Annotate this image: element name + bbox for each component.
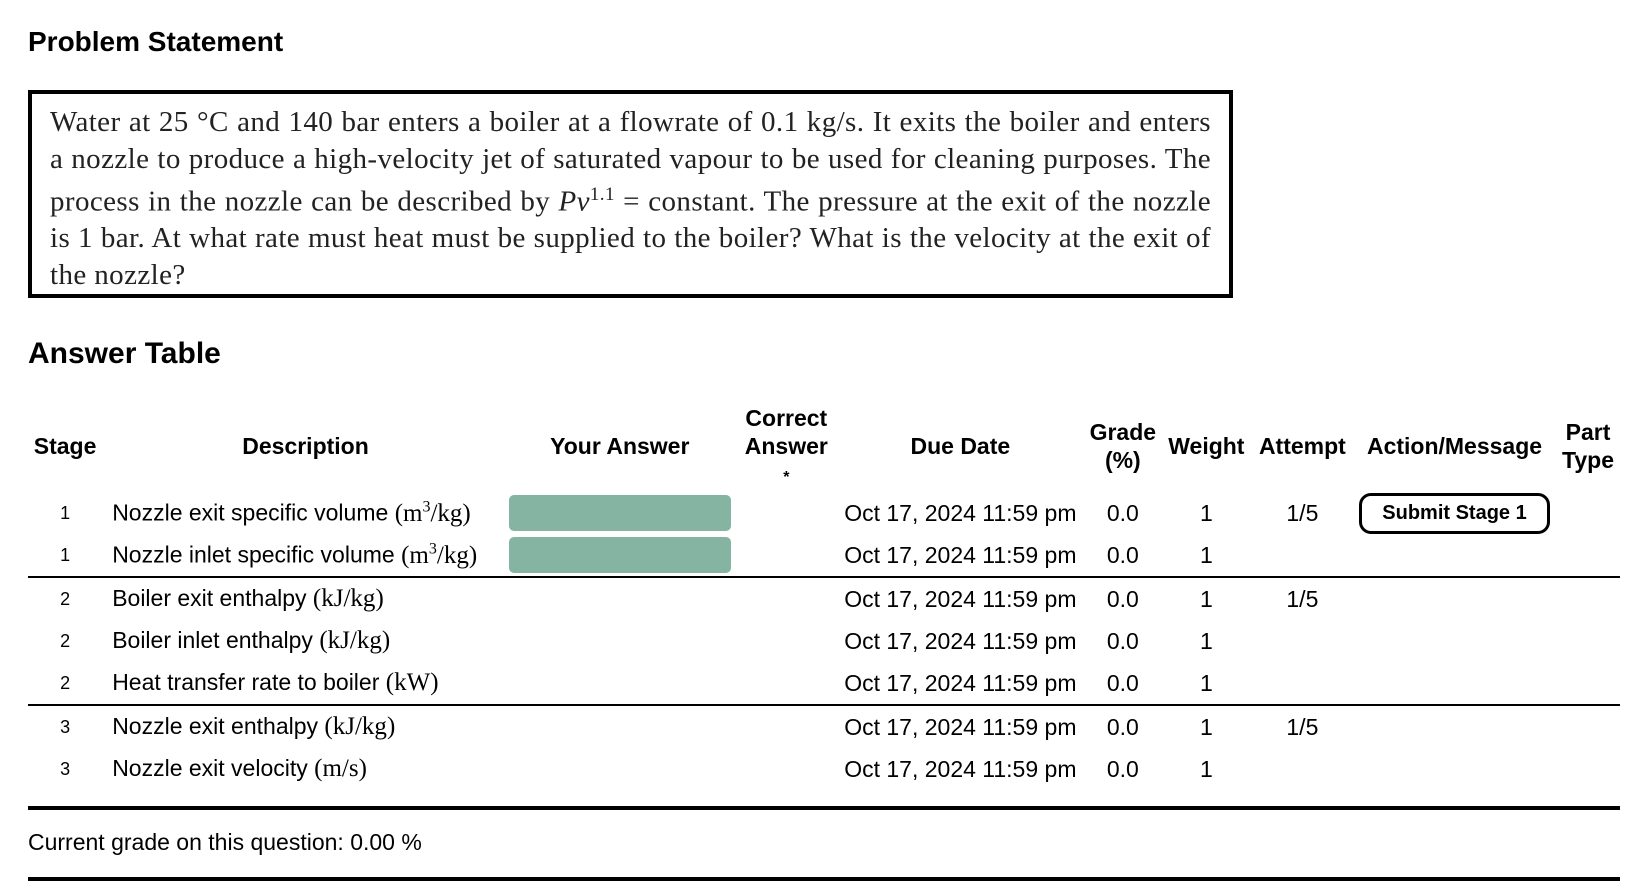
answer-table-header-row [28, 400, 1620, 492]
header-action: Action/Message [1366, 433, 1543, 459]
row-description-text: Boiler inlet enthalpy [112, 627, 320, 653]
row-description-text: Nozzle exit specific volume [112, 499, 395, 526]
row-action-cell [1353, 492, 1556, 534]
row-attempt [1252, 748, 1353, 794]
row-unit: (kW) [385, 669, 439, 696]
row-part-type [1556, 492, 1620, 534]
row-unit-base: m/s [322, 755, 359, 782]
row-weight: 1 [1161, 705, 1252, 748]
table-row [28, 620, 1620, 662]
row-stage: 1 [60, 502, 71, 523]
row-unit-tail: /kg [430, 499, 463, 527]
row-description-text: Nozzle exit velocity [112, 755, 315, 781]
header-your-answer: Your Answer [550, 433, 690, 459]
row-action-cell [1353, 662, 1556, 705]
header-part-type-line1: Part [1565, 419, 1611, 445]
row-due-date: Oct 17, 2024 11:59 pm [844, 755, 1077, 782]
row-grade: 0.0 [1106, 755, 1139, 782]
row-description-text: Nozzle inlet specific volume [112, 541, 402, 568]
header-weight: Weight [1168, 433, 1245, 459]
row-unit: $(m^3/kg)$ [394, 498, 471, 527]
row-description-text: Boiler exit enthalpy [112, 585, 313, 611]
row-correct-answer [737, 577, 836, 620]
row-unit: (kJ/kg) [319, 627, 391, 654]
row-attempt [1252, 620, 1353, 662]
row-action-cell [1353, 577, 1556, 620]
row-due-date: Oct 17, 2024 11:59 pm [844, 541, 1077, 568]
row-weight: 1 [1199, 627, 1213, 654]
row-your-answer-cell [503, 534, 737, 577]
row-weight: 1 [1199, 669, 1213, 696]
row-unit-base: kJ/kg [321, 585, 376, 612]
header-grade [1085, 400, 1161, 492]
header-grade-line2: (%) [1104, 447, 1141, 473]
row-grade: 0.0 [1106, 627, 1139, 654]
problem-math-exponent: 1.1 [589, 184, 615, 205]
row-description [102, 662, 503, 705]
row-action-cell [1353, 705, 1556, 748]
row-description [102, 577, 503, 620]
row-attempt [1252, 662, 1353, 705]
row-your-answer-cell [503, 748, 737, 794]
row-unit: (kJ/kg) [312, 585, 384, 612]
problem-text-part2: = constant. The pressure at the exit of the nozzle is 1 bar. At what rate must heat must be supplied to the boiler? What is the velocity at the exit of the nozzle? [50, 185, 1211, 291]
problem-math-base: Pv [558, 185, 590, 218]
row-your-answer-cell [503, 705, 737, 748]
row-part-type [1556, 577, 1620, 620]
row-description [102, 748, 503, 794]
row-part-type [1556, 662, 1620, 705]
row-due-date: Oct 17, 2024 11:59 pm [844, 499, 1077, 526]
row-weight: 1 [1199, 499, 1213, 526]
row-unit-sup: 3 [422, 498, 431, 516]
row-weight: 1 [1199, 755, 1213, 782]
table-row [28, 492, 1620, 534]
row-weight: 1 [1161, 577, 1252, 620]
row-correct-answer [737, 705, 836, 748]
row-unit: (m/s) [314, 755, 367, 782]
row-attempt [1252, 534, 1353, 577]
header-attempt: Attempt [1258, 433, 1346, 459]
table-row [28, 662, 1620, 705]
row-stage: 2 [60, 630, 71, 651]
row-unit-sup: 3 [428, 540, 437, 558]
header-description: Description [242, 433, 369, 459]
row-due-date: Oct 17, 2024 11:59 pm [844, 627, 1077, 654]
answer-table-heading: Answer Table [28, 337, 221, 370]
row-unit-base: m [409, 541, 429, 569]
row-part-type [1556, 705, 1620, 748]
row-unit-base: kJ/kg [327, 627, 382, 654]
answer-table [28, 400, 1620, 794]
table-row [28, 705, 1620, 748]
row-grade: 0.0 [1085, 577, 1161, 620]
problem-statement-box [28, 90, 1233, 298]
row-due-date: Oct 17, 2024 11:59 pm [844, 669, 1077, 696]
row-stage: 3 [60, 758, 71, 779]
header-correct-marker: * [783, 469, 790, 486]
problem-statement-heading: Problem Statement [28, 26, 284, 57]
footer-divider [28, 877, 1620, 881]
row-unit-base: kW [394, 669, 431, 696]
header-part-type [1556, 400, 1620, 492]
row-attempt: 1/5 [1252, 577, 1353, 620]
row-description-text: Nozzle exit enthalpy [112, 713, 325, 739]
row-description-text: Heat transfer rate to boiler [112, 669, 386, 695]
row-action-cell [1353, 534, 1556, 577]
table-bottom-divider [28, 806, 1620, 810]
row-description [102, 492, 503, 534]
row-correct-answer [737, 492, 836, 534]
submit-stage-1-button[interactable]: Submit Stage 1 [1359, 493, 1549, 534]
header-due-date: Due Date [910, 433, 1011, 459]
header-correct-line1: Correct [745, 405, 828, 431]
row-unit: (kJ/kg) [324, 713, 396, 740]
current-grade-text: Current grade on this question: 0.00 % [28, 829, 422, 855]
answer-input[interactable] [509, 495, 731, 531]
row-your-answer-cell [503, 577, 737, 620]
row-description [102, 620, 503, 662]
row-your-answer-cell [503, 620, 737, 662]
row-due-date: Oct 17, 2024 11:59 pm [836, 577, 1085, 620]
row-part-type [1556, 534, 1620, 577]
row-correct-answer [737, 748, 836, 794]
row-stage: 2 [60, 672, 71, 693]
row-part-type [1556, 620, 1620, 662]
row-your-answer-cell [503, 492, 737, 534]
row-stage: 1 [60, 544, 71, 565]
header-grade-line1: Grade [1089, 419, 1157, 445]
table-row [28, 534, 1620, 577]
row-stage: 3 [28, 705, 102, 748]
row-correct-answer [737, 620, 836, 662]
row-unit-tail: /kg [436, 541, 469, 569]
row-unit: $(m^3/kg)$ [401, 540, 478, 569]
header-stage: Stage [33, 433, 97, 459]
row-stage: 2 [28, 577, 102, 620]
table-row [28, 577, 1620, 620]
header-part-type-line2: Type [1562, 447, 1615, 473]
header-correct-line2: Answer [744, 433, 828, 459]
row-attempt: 1/5 [1286, 499, 1319, 526]
row-unit-base: m [403, 499, 423, 527]
row-action-cell [1353, 620, 1556, 662]
row-description [102, 534, 503, 577]
row-unit-base: kJ/kg [332, 713, 387, 740]
row-description [102, 705, 503, 748]
row-grade: 0.0 [1106, 499, 1139, 526]
header-correct-answer [737, 400, 836, 492]
row-weight: 1 [1199, 541, 1213, 568]
row-correct-answer [737, 534, 836, 577]
row-grade: 0.0 [1106, 669, 1139, 696]
table-row [28, 748, 1620, 794]
row-grade: 0.0 [1085, 705, 1161, 748]
row-attempt: 1/5 [1252, 705, 1353, 748]
row-your-answer-cell [503, 662, 737, 705]
answer-input[interactable] [509, 537, 731, 573]
row-correct-answer [737, 662, 836, 705]
row-grade: 0.0 [1106, 541, 1139, 568]
row-part-type [1556, 748, 1620, 794]
row-action-cell [1353, 748, 1556, 794]
problem-text-part1: Water at 25 °C and 140 bar enters a boiler at a flowrate of 0.1 kg/s. It exits the boiler and enters a nozzle to produce a high-velocity jet of saturated vapour to be used for cleaning purposes. The process in the nozzle can be described by [50, 106, 1211, 218]
row-due-date: Oct 17, 2024 11:59 pm [836, 705, 1085, 748]
